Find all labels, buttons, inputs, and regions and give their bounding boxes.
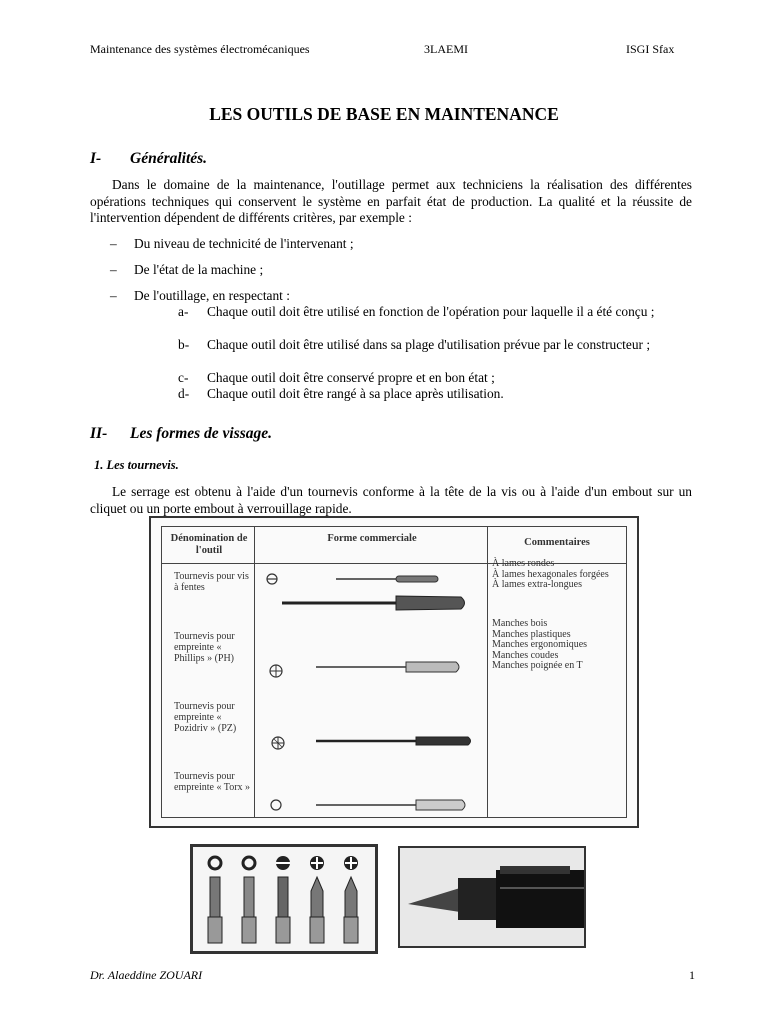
table-header-comments: Commentaires xyxy=(524,537,590,548)
section-2-number: II- xyxy=(90,425,108,442)
bullet-text: De l'état de la machine ; xyxy=(134,262,264,277)
bit-pozidriv-icon xyxy=(344,856,358,943)
torx-tip-icon xyxy=(271,800,281,810)
page-number: 1 xyxy=(689,968,695,982)
section-1-heading xyxy=(90,150,207,168)
sub-item-d xyxy=(178,386,692,402)
table-header-form: Forme commerciale xyxy=(327,533,417,544)
table-header-name: Dénomination de l'outil xyxy=(170,533,248,556)
slotted-screwdriver-small-icon xyxy=(336,576,438,582)
table-row-pozidriv: Tournevis pour empreinte « Pozidriv » (PZ) xyxy=(174,701,237,734)
sub-item-label: c- xyxy=(178,370,189,385)
comment-line: À lames extra-longues xyxy=(492,579,582,590)
table-row-torx: Tournevis pour empreinte « Torx » xyxy=(174,771,251,793)
header-school: ISGI Sfax xyxy=(626,42,675,56)
sub-item-label: b- xyxy=(178,337,190,352)
comment-blades xyxy=(492,559,620,591)
bullet-text: Du niveau de technicité de l'intervenant ; xyxy=(134,236,354,251)
bit-torx-icon xyxy=(208,857,222,943)
bullet-text: De l'outillage, en respectant : xyxy=(134,288,290,303)
bit-phillips-icon xyxy=(310,856,324,943)
comment-handles xyxy=(492,619,587,672)
comment-line: Manches coudes xyxy=(492,649,559,661)
phillips-tip-icon xyxy=(270,665,282,677)
page-title: LES OUTILS DE BASE EN MAINTENANCE xyxy=(209,104,559,124)
comment-line: À lames rondes xyxy=(492,558,555,569)
section-2-heading xyxy=(90,425,272,443)
bit-slotted-icon xyxy=(276,856,290,943)
bullet-item xyxy=(110,288,290,304)
slotted-screwdriver-large-icon xyxy=(282,596,465,610)
sub-item-text: Chaque outil doit être utilisé en fonction de l'opération pour laquelle il a été conçu ; xyxy=(207,304,655,319)
header-class: 3LAEMI xyxy=(424,42,468,56)
section-1-intro: Dans le domaine de la maintenance, l'outillage permet aux techniciens la réalisation des différentes opérations techniques qui conservent le système en parfait état de production. La qualité et la réussite de l'intervention dépendent de différents critères, par exemple : xyxy=(90,177,692,225)
table-row-slotted: Tournevis pour vis à fentes xyxy=(174,571,249,593)
section-1-title: Généralités. xyxy=(130,150,208,167)
sub-item-a xyxy=(178,304,692,320)
bit-holder-drawing xyxy=(400,848,584,946)
section-2-title: Les formes de vissage. xyxy=(130,425,273,442)
bullet-item xyxy=(110,236,354,252)
subsection-tournevis: 1. Les tournevis. xyxy=(94,458,179,472)
sub-item-c xyxy=(178,370,692,386)
bullet-dash: – xyxy=(110,288,117,303)
sub-item-text: Chaque outil doit être conservé propre et en bon état ; xyxy=(207,370,495,385)
comment-line: Manches ergonomiques xyxy=(492,639,588,650)
pozidriv-tip-icon xyxy=(272,737,284,749)
comment-line: À lames hexagonales forgées xyxy=(492,568,609,580)
comment-line: Manches plastiques xyxy=(492,628,571,640)
sub-item-text: Chaque outil doit être rangé à sa place après utilisation. xyxy=(207,386,504,401)
sub-item-b xyxy=(178,337,692,353)
screwdriver-table-image xyxy=(149,516,639,828)
pozidriv-screwdriver-icon xyxy=(316,737,471,745)
slotted-tip-icon xyxy=(267,574,277,584)
bullet-item xyxy=(110,262,263,278)
torx-screwdriver-icon xyxy=(316,800,465,810)
bit-holder-image xyxy=(398,846,586,948)
bits-drawing xyxy=(193,847,375,951)
bullet-dash: – xyxy=(110,236,117,251)
comment-line: Manches poignée en T xyxy=(492,660,583,671)
section-2-paragraph: Le serrage est obtenu à l'aide d'un tournevis conforme à la tête de la vis ou à l'aide d'un embout sur un cliquet ou un porte embout à verrouillage rapide. xyxy=(90,484,692,516)
header-course: Maintenance des systèmes électromécaniques xyxy=(90,42,310,56)
footer-author: Dr. Alaeddine ZOUARI xyxy=(90,968,203,982)
bit-hex-icon xyxy=(242,857,256,943)
phillips-screwdriver-icon xyxy=(316,662,459,672)
section-1-number: I- xyxy=(90,150,102,167)
screwdriver-table xyxy=(161,526,627,818)
bullet-dash: – xyxy=(110,262,117,277)
comment-line: Manches bois xyxy=(492,618,548,629)
sub-item-label: d- xyxy=(178,386,190,401)
table-row-phillips: Tournevis pour empreinte « Phillips » (PH) xyxy=(174,631,235,664)
sub-item-text: Chaque outil doit être utilisé dans sa plage d'utilisation prévue par le constructeur ; xyxy=(207,337,651,352)
screwdriver-bits-image xyxy=(190,844,378,954)
screwdriver-drawings xyxy=(256,565,486,817)
sub-item-label: a- xyxy=(178,304,189,319)
